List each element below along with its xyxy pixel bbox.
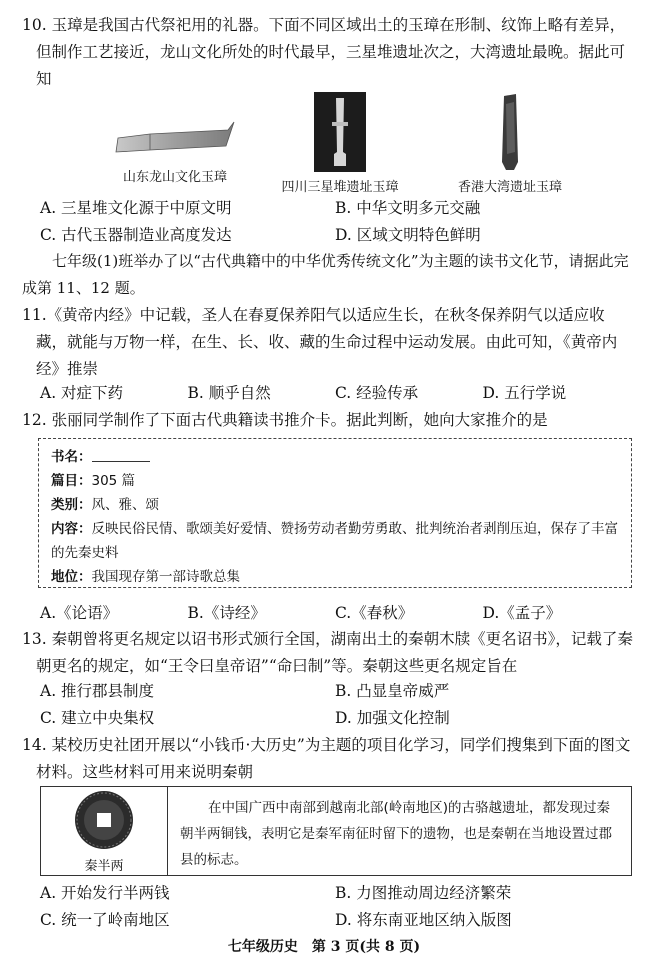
question-13-options (40, 678, 630, 732)
card-category-label: 类别： (51, 497, 92, 513)
question-14-stem: 14. 某校历史社团开展以“小钱币·大历史”为主题的项目化学习，同学们搜集到下面的图文材料。这些材料可用来说明秦朝 (22, 736, 631, 781)
coin-caption: 秦半两 (84, 859, 124, 874)
question-11-stem: 11.《黄帝内经》中记载，圣人在春夏保养阳气以适应生长，在秋冬保养阴气以适应收藏，就能与万物一样，在生、长、收、藏的生命过程中运动发展。由此可知，《黄帝内经》推崇 (22, 306, 618, 378)
card-status-label: 地位： (51, 569, 92, 585)
figure-dawan (430, 92, 590, 195)
longshan-jade-image (110, 92, 240, 162)
card-category-row (51, 493, 619, 517)
q14-option-c[interactable]: C. 统一了岭南地区 (40, 911, 170, 929)
q12-option-c[interactable]: C.《春秋》 (335, 604, 414, 622)
card-status-value: 我国现存第一部诗歌总集 (91, 569, 240, 585)
q12-option-a[interactable]: A.《论语》 (40, 604, 119, 622)
figure-sanxingdui-caption: 四川三星堆遗址玉璋 (281, 180, 399, 195)
coin-material-text: 在中国广西中南部到越南北部(岭南地区)的古骆越遗址，都发现过秦朝半两铜钱，表明它是秦军南征时留下的遗物，也是秦朝在当地设置过郡县的标志。 (180, 800, 612, 868)
card-content-value: 反映民俗民情、歌颂美好爱情、赞扬劳动者勤劳勇敢、批判统治者剥削压迫，保存了丰富的先秦史料 (51, 521, 618, 561)
q11-option-d[interactable]: D. 五行学说 (482, 384, 567, 402)
q10-option-b[interactable]: B. 中华文明多元交融 (335, 199, 481, 217)
card-content-row (51, 517, 619, 565)
q13-option-d[interactable]: D. 加强文化控制 (335, 709, 450, 727)
card-status-row (51, 565, 619, 589)
page-footer: 七年级历史 第 3 页(共 8 页) (227, 939, 421, 955)
q14-option-a[interactable]: A. 开始发行半两钱 (40, 884, 170, 902)
card-title-blank (92, 447, 150, 462)
figure-longshan (100, 92, 250, 185)
q14-option-d[interactable]: D. 将东南亚地区纳入版图 (335, 911, 512, 929)
dawan-jade-image (490, 92, 530, 172)
figure-longshan-caption: 山东龙山文化玉璋 (122, 170, 227, 185)
card-content-label: 内容： (51, 521, 92, 537)
q11-option-b[interactable]: B. 顺乎自然 (187, 384, 271, 402)
question-10-options (40, 195, 630, 249)
question-11 (22, 302, 634, 383)
question-12-stem: 12. 张丽同学制作了下面古代典籍读书推介卡。据此判断，她向大家推介的是 (22, 411, 548, 429)
q12-option-d[interactable]: D.《孟子》 (482, 604, 562, 622)
banliang-coin-image (73, 789, 135, 851)
q10-option-d[interactable]: D. 区域文明特色鲜明 (335, 226, 481, 244)
question-13-stem: 13. 秦朝曾将更名规定以诏书形式颁行全国，湖南出土的秦朝木牍《更名诏书》，记载了秦朝更名的规定，如“王令曰皇帝诏”“命曰制”等。秦朝这些更名规定旨在 (22, 630, 633, 675)
card-chapters-value: 305 篇 (91, 473, 136, 489)
q13-option-a[interactable]: A. 推行郡县制度 (40, 682, 155, 700)
q13-option-c[interactable]: C. 建立中央集权 (40, 709, 155, 727)
question-13 (22, 626, 634, 680)
q12-option-b[interactable]: B.《诗经》 (187, 604, 266, 622)
q14-option-b[interactable]: B. 力图推动周边经济繁荣 (335, 884, 512, 902)
q11-option-c[interactable]: C. 经验传承 (335, 384, 419, 402)
sanxingdui-jade-image (310, 92, 370, 172)
section-intro: 七年级(1)班举办了以“古代典籍中的中华优秀传统文化”为主题的读书文化节，请据此完成第 11、12 题。 (22, 252, 629, 297)
figure-dawan-caption: 香港大湾遗址玉璋 (457, 180, 562, 195)
figure-sanxingdui (260, 92, 420, 195)
question-11-options (40, 380, 630, 407)
q10-option-c[interactable]: C. 古代玉器制造业高度发达 (40, 226, 232, 244)
card-title-label: 书名： (51, 449, 92, 465)
question-14-options (40, 880, 630, 934)
question-14 (22, 732, 634, 786)
card-category-value: 风、雅、颂 (91, 497, 159, 513)
q11-option-a[interactable]: A. 对症下药 (40, 384, 124, 402)
q13-option-b[interactable]: B. 凸显皇帝威严 (335, 682, 450, 700)
question-12-options (40, 600, 630, 627)
question-10-stem: 10. 玉璋是我国古代祭祀用的礼器。下面不同区域出土的玉璋在形制、纹饰上略有差异，但制作工艺接近，龙山文化所处的时代最早，三星堆遗址次之，大湾遗址最晚。据此可知 (22, 16, 626, 88)
card-chapters-label: 篇目： (51, 473, 92, 489)
q10-option-a[interactable]: A. 三星堆文化源于中原文明 (40, 199, 232, 217)
question-12 (22, 407, 634, 434)
card-chapters-row (51, 469, 619, 493)
coin-cell (41, 787, 168, 875)
jade-figures (100, 92, 580, 195)
coin-material-box (40, 786, 632, 876)
question-10 (22, 12, 634, 93)
book-recommendation-card (38, 438, 632, 588)
card-title-row (51, 445, 619, 469)
